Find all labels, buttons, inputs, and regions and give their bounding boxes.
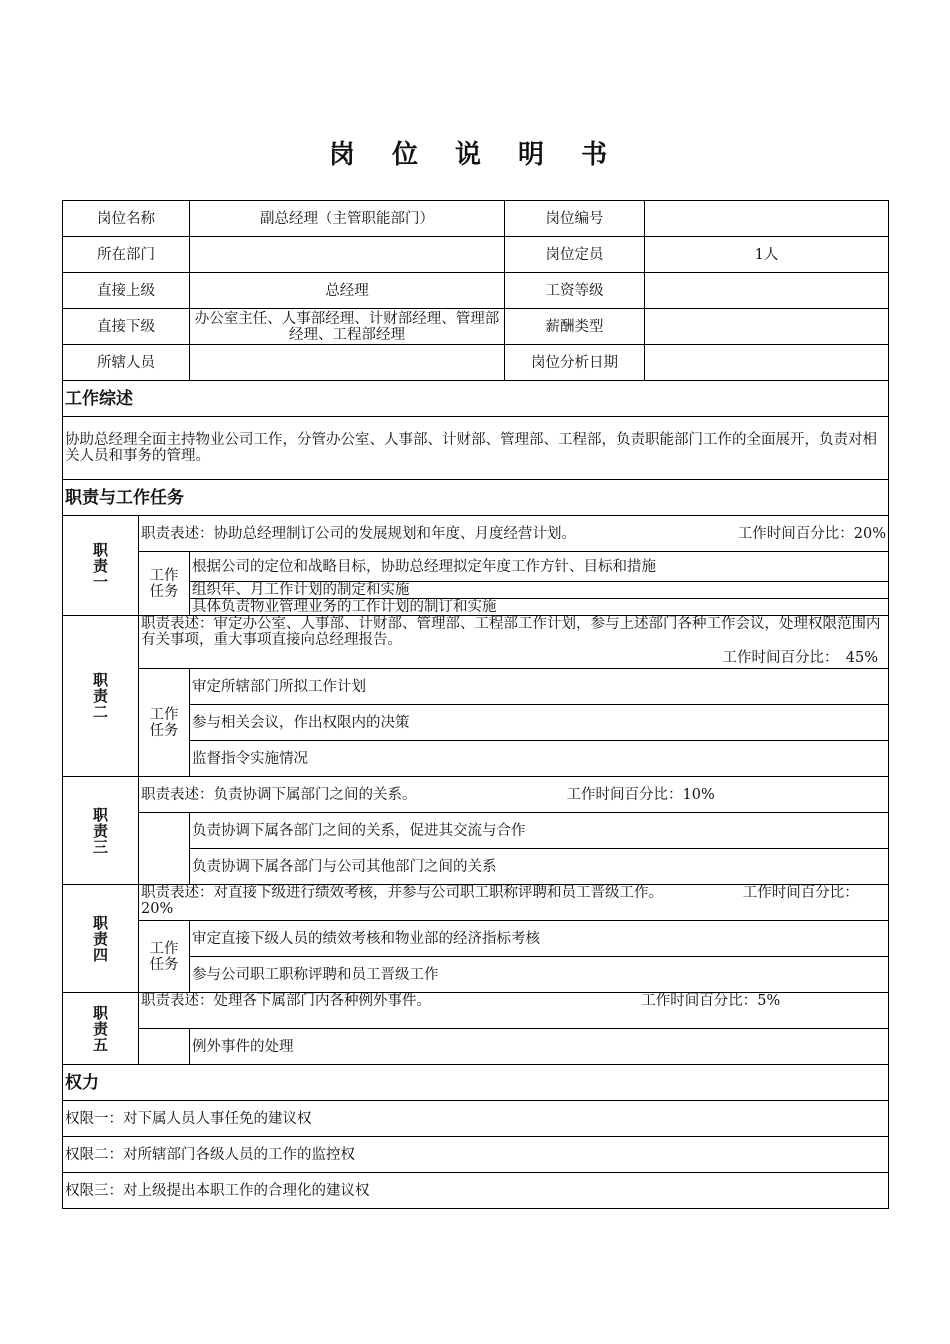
duty-3-label <box>63 777 139 885</box>
headcount-label: 岗位定员 <box>505 237 645 273</box>
headcount-value: 1人 <box>645 237 889 273</box>
position-code-label: 岗位编号 <box>505 201 645 237</box>
duty-3-desc-cell <box>139 777 889 813</box>
row-department <box>63 237 889 273</box>
subordinates-value: 办公室主任、人事部经理、计财部经理、管理部经理、工程部经理 <box>190 309 505 345</box>
duty-4-task-1: 审定直接下级人员的绩效考核和物业部的经济指标考核 <box>190 921 889 957</box>
duty-2-label-text: 职责二 <box>92 671 108 721</box>
duty-2-desc-row <box>63 616 889 669</box>
duty-2-desc-cell <box>139 616 889 669</box>
duty-4-task-2: 参与公司职工职称评聘和员工晋级工作 <box>190 957 889 993</box>
duty-1-desc-row <box>63 516 889 552</box>
duty-1-task-2: 组织年、月工作计划的制定和实施 <box>190 582 889 599</box>
analysis-date-value <box>645 345 889 381</box>
department-value <box>190 237 505 273</box>
page-title: 岗 位 说 明 书 <box>328 140 622 170</box>
analysis-date-label: 岗位分析日期 <box>505 345 645 381</box>
position-name-value: 副总经理（主管职能部门） <box>190 201 505 237</box>
summary-heading: 工作综述 <box>63 381 889 417</box>
superior-label: 直接上级 <box>63 273 190 309</box>
position-name-label: 岗位名称 <box>63 201 190 237</box>
duty-2-pct: 工作时间百分比： 45% <box>722 650 878 666</box>
duty-4-task-label-text: 工作任务 <box>149 940 179 973</box>
duties-heading: 职责与工作任务 <box>63 480 889 516</box>
section-power-heading <box>63 1065 889 1101</box>
duty-5-desc-row <box>63 993 889 1029</box>
duty-3-label-text: 职责三 <box>92 805 108 856</box>
row-subordinates <box>63 309 889 345</box>
duty-5-desc: 职责表述：处理各下属部门内各种例外事件。 工作时间百分比：5% <box>139 993 889 1029</box>
duty-5-task-label <box>139 1029 190 1065</box>
summary-text: 协助总经理全面主持物业公司工作，分管办公室、人事部、计财部、管理部、工程部，负责职能部门工作的全面展开，负责对相关人员和事务的管理。 <box>63 417 889 480</box>
pay-type-value <box>645 309 889 345</box>
duty-5-task-row <box>63 1029 889 1065</box>
salary-grade-label: 工资等级 <box>505 273 645 309</box>
power-item-2: 权限二：对所辖部门各级人员的工作的监控权 <box>63 1137 889 1173</box>
duty-1-task-3: 具体负责物业管理业务的工作计划的制订和实施 <box>190 599 889 616</box>
duty-1-desc: 职责表述：协助总经理制订公司的发展规划和年度、月度经营计划。 <box>141 525 576 542</box>
staff-label: 所辖人员 <box>63 345 190 381</box>
duty-1-task-row <box>63 552 889 582</box>
power-item-3: 权限三：对上级提出本职工作的合理化的建议权 <box>63 1173 889 1209</box>
power-heading: 权力 <box>63 1065 889 1101</box>
duty-3-desc: 职责表述：负责协调下属部门之间的关系。 <box>141 786 417 803</box>
duty-5-label-text: 职责五 <box>92 1003 108 1054</box>
department-label: 所在部门 <box>63 237 190 273</box>
duty-2-label <box>63 616 139 777</box>
superior-value: 总经理 <box>190 273 505 309</box>
duty-1-label-text: 职责一 <box>92 540 108 591</box>
row-superior <box>63 273 889 309</box>
duty-3-task-1: 负责协调下属各部门之间的关系，促进其交流与合作 <box>190 813 889 849</box>
duty-3-desc-row <box>63 777 889 813</box>
duty-3-task-row <box>63 813 889 849</box>
duty-2-task-2: 参与相关会议，作出权限内的决策 <box>190 705 889 741</box>
position-code-value <box>645 201 889 237</box>
duty-4-desc-row <box>63 885 889 921</box>
pay-type-label: 薪酬类型 <box>505 309 645 345</box>
duty-4-desc: 职责表述：对直接下级进行绩效考核，并参与公司职工职称评聘和员工晋级工作。 工作时间百分比： 20% <box>139 885 889 921</box>
duty-1-desc-cell <box>139 516 889 552</box>
section-duties-heading <box>63 480 889 516</box>
duty-1-task-label <box>139 552 190 616</box>
section-summary-heading <box>63 381 889 417</box>
staff-value <box>190 345 505 381</box>
duty-4-label <box>63 885 139 993</box>
duty-4-task-label <box>139 921 190 993</box>
summary-row <box>63 417 889 480</box>
duty-3-task-2: 负责协调下属各部门与公司其他部门之间的关系 <box>190 849 889 885</box>
row-position-name <box>63 201 889 237</box>
power-row <box>63 1137 889 1173</box>
job-description-table <box>62 200 889 1209</box>
salary-grade-value <box>645 273 889 309</box>
duty-2-task-label-text: 工作任务 <box>149 706 179 739</box>
duty-3-task-label <box>139 813 190 885</box>
duty-2-task-row <box>63 669 889 705</box>
duty-1-task-label-text: 工作任务 <box>149 567 179 600</box>
duty-5-task-1: 例外事件的处理 <box>190 1029 889 1065</box>
row-staff <box>63 345 889 381</box>
duty-2-task-label <box>139 669 190 777</box>
subordinates-label: 直接下级 <box>63 309 190 345</box>
duty-2-task-1: 审定所辖部门所拟工作计划 <box>190 669 889 705</box>
power-row <box>63 1101 889 1137</box>
power-item-1: 权限一：对下属人员人事任免的建议权 <box>63 1101 889 1137</box>
duty-4-task-row <box>63 921 889 957</box>
duty-1-pct: 工作时间百分比：20% <box>737 525 886 542</box>
duty-4-label-text: 职责四 <box>92 913 108 964</box>
duty-1-label <box>63 516 139 616</box>
duty-2-desc: 职责表述：审定办公室、人事部、计财部、管理部、工程部工作计划，参与上述部门各种工作会议，处理权限范围内有关事项，重大事项直接向总经理报告。 <box>141 616 881 648</box>
duty-1-task-1: 根据公司的定位和战略目标，协助总经理拟定年度工作方针、目标和措施 <box>190 552 889 582</box>
duty-5-label <box>63 993 139 1065</box>
power-row <box>63 1173 889 1209</box>
duty-3-pct: 工作时间百分比：10% <box>566 786 715 803</box>
duty-2-task-3: 监督指令实施情况 <box>190 741 889 777</box>
